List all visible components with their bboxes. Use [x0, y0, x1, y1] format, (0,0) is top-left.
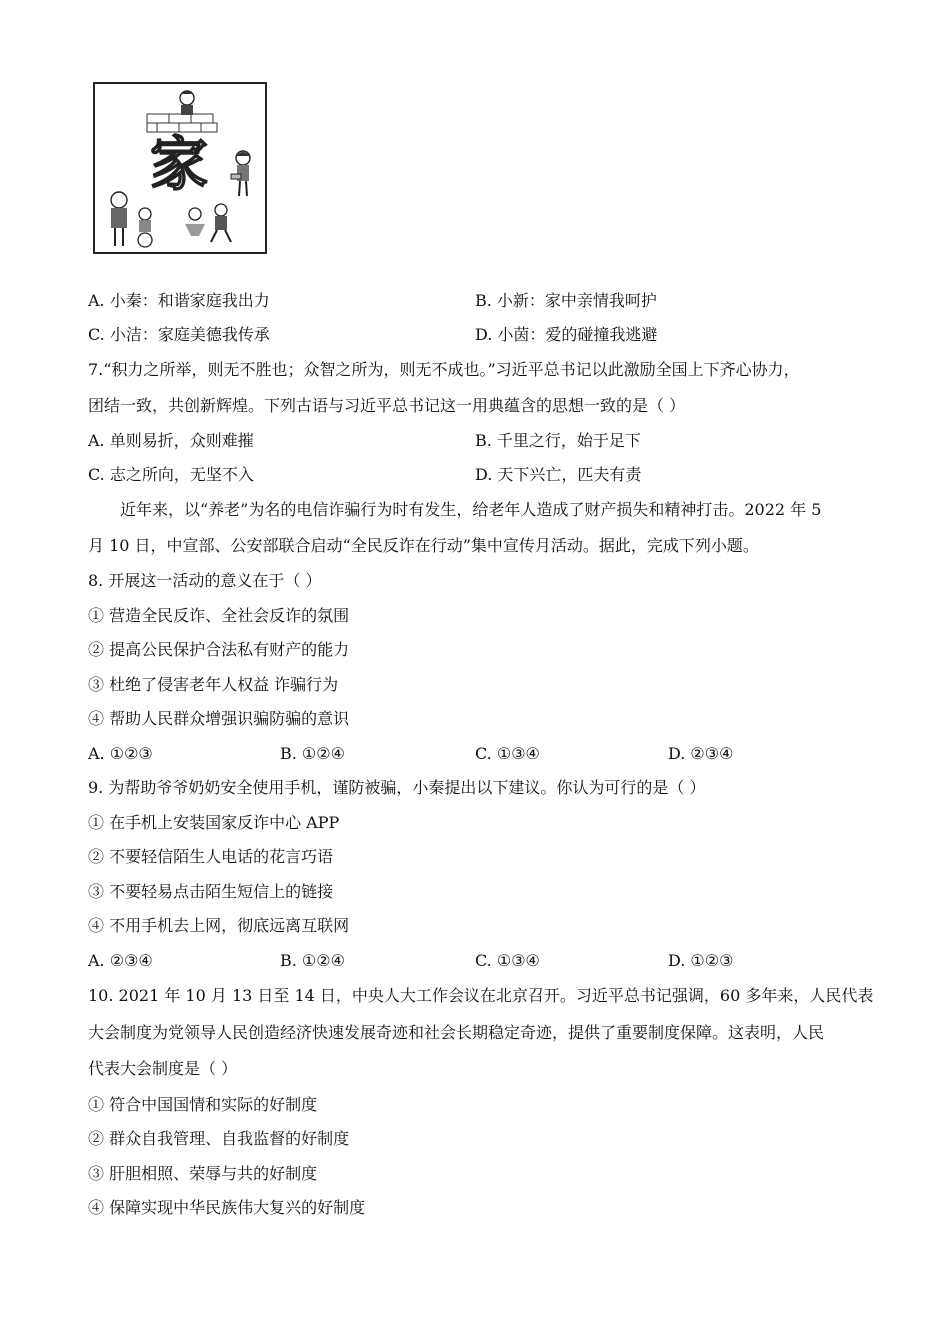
- q9-item-1: ① 在手机上安装国家反诈中心 APP: [88, 813, 340, 832]
- q7-stem-line1: 7.“积力之所举，则无不胜也；众智之所为，则无不成也。”习近平总书记以此激励全国上下齐心协力，: [88, 360, 800, 379]
- q8-item-4: ④ 帮助人民群众增强识骗防骗的意识: [88, 709, 350, 728]
- q6-option-a: A. 小秦：和谐家庭我出力: [88, 291, 270, 310]
- q10-stem-line1: 10. 2021 年 10 月 13 日至 14 日，中央人大工作会议在北京召开。习近平总书记强调，60 多年来，人民代表: [88, 986, 874, 1005]
- family-character: 家: [149, 130, 209, 198]
- q7-option-d: D. 天下兴亡，匹夫有责: [475, 465, 642, 484]
- q9-option-c: C. ①③④: [475, 951, 540, 970]
- q9-option-d: D. ①②③: [668, 951, 734, 970]
- q6-option-b: B. 小新：家中亲情我呵护: [475, 291, 657, 310]
- q9-item-2: ② 不要轻信陌生人电话的花言巧语: [88, 847, 334, 866]
- q9-item-3: ③ 不要轻易点击陌生短信上的链接: [88, 882, 334, 901]
- q9-item-4: ④ 不用手机去上网，彻底远离互联网: [88, 916, 350, 935]
- q8-item-2: ② 提高公民保护合法私有财产的能力: [88, 640, 350, 659]
- q10-item-4: ④ 保障实现中华民族伟大复兴的好制度: [88, 1198, 366, 1217]
- material-line2: 月 10 日，中宣部、公安部联合启动“全民反诈在行动”集中宣传月活动。据此，完成下列小题。: [88, 536, 759, 555]
- q10-stem-line3: 代表大会制度是（ ）: [88, 1059, 238, 1078]
- family-cartoon-image: [95, 84, 265, 252]
- q8-item-1: ① 营造全民反诈、全社会反诈的氛围: [88, 606, 350, 625]
- q7-option-a: A. 单则易折，众则难摧: [88, 431, 254, 450]
- q10-item-3: ③ 肝胆相照、荣辱与共的好制度: [88, 1164, 318, 1183]
- q9-option-b: B. ①②④: [280, 951, 345, 970]
- q7-stem-line2: 团结一致，共创新辉煌。下列古语与习近平总书记这一用典蕴含的思想一致的是（ ）: [88, 396, 686, 415]
- q8-option-c: C. ①③④: [475, 744, 540, 763]
- q8-option-d: D. ②③④: [668, 744, 734, 763]
- q10-stem-line2: 大会制度为党领导人民创造经济快速发展奇迹和社会长期稳定奇迹，提供了重要制度保障。这表明，人民: [88, 1023, 825, 1042]
- q9-stem: 9. 为帮助爷爷奶奶安全使用手机，谨防被骗，小秦提出以下建议。你认为可行的是（ ）: [88, 778, 706, 797]
- q6-option-c: C. 小洁：家庭美德我传承: [88, 325, 270, 344]
- family-illustration: [93, 82, 267, 254]
- q8-option-a: A. ①②③: [88, 744, 153, 763]
- q7-option-b: B. 千里之行，始于足下: [475, 431, 641, 450]
- q7-option-c: C. 志之所向，无坚不入: [88, 465, 254, 484]
- q9-option-a: A. ②③④: [88, 951, 153, 970]
- q8-item-3: ③ 杜绝了侵害老年人权益 诈骗行为: [88, 675, 339, 694]
- q10-item-1: ① 符合中国国情和实际的好制度: [88, 1095, 318, 1114]
- q6-option-d: D. 小茵：爱的碰撞我逃避: [475, 325, 658, 344]
- q10-item-2: ② 群众自我管理、自我监督的好制度: [88, 1129, 350, 1148]
- q8-stem: 8. 开展这一活动的意义在于（ ）: [88, 571, 322, 590]
- material-line1: 近年来，以“养老”为名的电信诈骗行为时有发生，给老年人造成了财产损失和精神打击。2022 年 5: [120, 500, 822, 519]
- q8-option-b: B. ①②④: [280, 744, 345, 763]
